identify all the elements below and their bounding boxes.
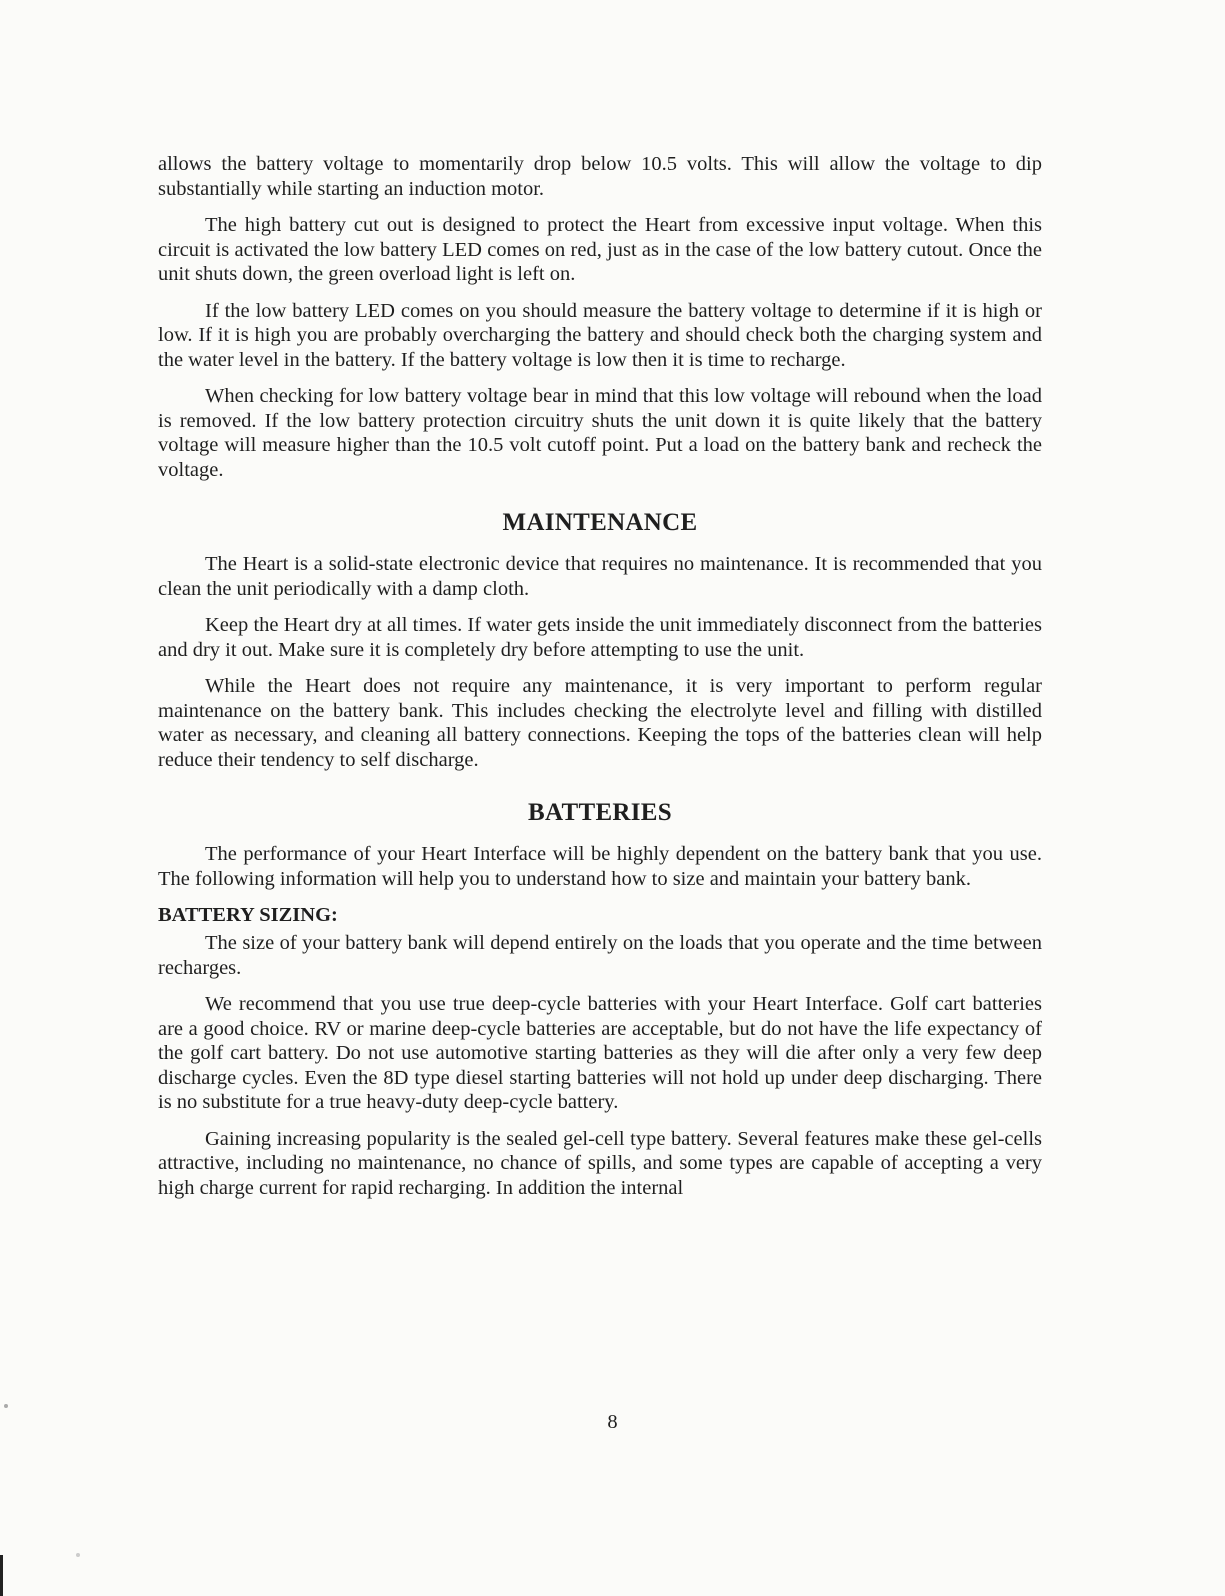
batteries-paragraph: Gaining increasing popularity is the sealed gel-cell type battery. Several features make these gel-cells attractive, including no maintenance, no chance of spills, and some types are capable of accepting a very high charge current for rapid recharging. In addition the internal [158,1127,1042,1199]
scan-edge-mark [0,1555,3,1596]
paragraph-low-battery-dip: allows the battery voltage to momentarily drop below 10.5 volts. This will allow the voltage to dip substantially while starting an induction motor. [158,153,1042,200]
battery-sizing-subheading: BATTERY SIZING: [158,904,338,926]
maintenance-paragraph: The Heart is a solid-state electronic device that requires no maintenance. It is recommended that you clean the unit periodically with a damp cloth. [158,553,1042,600]
paragraph-voltage-rebound: When checking for low battery voltage bear in mind that this low voltage will rebound when the load is removed. If the low battery protection circuitry shuts the unit down it is quite likely that the battery voltage will measure higher than the 10.5 volt cutoff point. Put a load on the battery bank and recheck the voltage. [158,385,1042,481]
batteries-paragraph: The size of your battery bank will depend entirely on the loads that you operate and the time between recharges. [158,932,1042,979]
maintenance-heading: MAINTENANCE [502,509,698,536]
maintenance-paragraph: Keep the Heart dry at all times. If water gets inside the unit immediately disconnect from the batteries and dry it out. Make sure it is completely dry before attempting to use the unit. [158,614,1042,661]
scan-speck [76,1553,80,1557]
maintenance-paragraph: While the Heart does not require any maintenance, it is very important to perform regular maintenance on the battery bank. This includes checking the electrolyte level and filling with distilled water as necessary, and cleaning all battery connections. Keeping the tops of the batteries clean will help reduce their tendency to self discharge. [158,675,1042,771]
page-number: 8 [607,1411,618,1433]
paragraph-measure-voltage: If the low battery LED comes on you should measure the battery voltage to determine if it is high or low. If it is high you are probably overcharging the battery and should check both the charging system and the water level in the battery. If the battery voltage is low then it is time to recharge. [158,299,1042,371]
batteries-paragraph: We recommend that you use true deep-cycle batteries with your Heart Interface. Golf cart batteries are a good choice. RV or marine deep-cycle batteries are acceptable, but do not have the life expectancy of the golf cart battery. Do not use automotive starting batteries as they will die after only a very few deep discharge cycles. Even the 8D type diesel starting batteries will not hold up under deep discharging. There is no substitute for a true heavy-duty deep-cycle battery. [158,993,1042,1113]
batteries-heading: BATTERIES [528,799,672,826]
document-page [158,152,1042,1212]
scan-speck [4,1404,8,1408]
batteries-intro: The performance of your Heart Interface will be highly dependent on the battery bank that you use. The following information will help you to understand how to size and maintain your battery bank. [158,843,1042,890]
paragraph-high-battery-cutout: The high battery cut out is designed to protect the Heart from excessive input voltage. When this circuit is activated the low battery LED comes on red, just as in the case of the low battery cutout. Once the unit shuts down, the green overload light is left on. [158,214,1042,285]
